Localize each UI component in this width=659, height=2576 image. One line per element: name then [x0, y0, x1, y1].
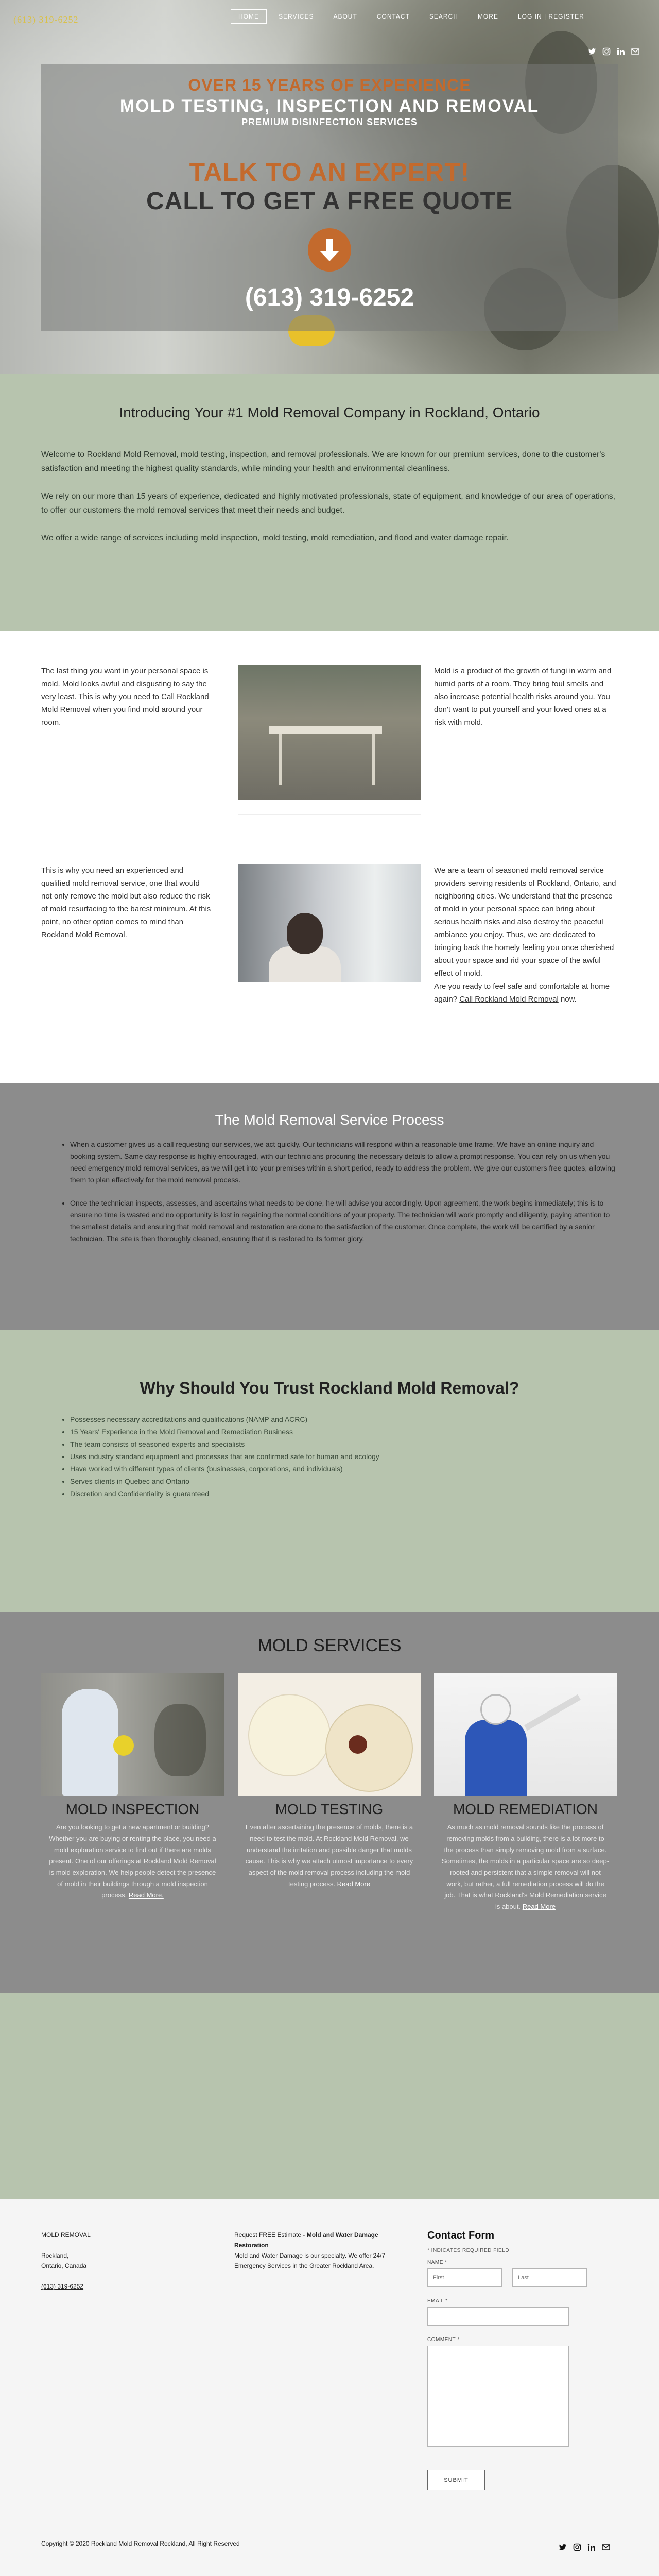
- footer-social: [559, 2543, 610, 2553]
- trust-item: • Discretion and Confidentiality is guaranteed: [70, 1487, 618, 1500]
- hero-experience: OVER 15 YEARS OF EXPERIENCE: [188, 76, 471, 94]
- row1-left-text: [41, 665, 211, 729]
- twitter-icon[interactable]: [588, 47, 596, 56]
- service-title: MOLD REMEDIATION: [453, 1801, 598, 1817]
- row2-right-question: Are you ready to feel safe and comfortable at home again?: [434, 982, 610, 1004]
- row2-right-copy-end: now.: [558, 995, 577, 1004]
- green-spacer: [0, 1993, 659, 2199]
- required-note: * INDICATES REQUIRED FIELD: [427, 2248, 509, 2253]
- petri-dish: [325, 1704, 413, 1792]
- process-item: • When a customer gives us a call requesting our services, we act quickly. Our technicians will respond within a reasonable time frame. We have an online inquiry and booking system. Same day response is highly encouraged, with our technicians procuring the necessary details to allow a prompt response. You can rely on us when you need emergency mold removal services, as we will get into your premises within a short period, ready to address the problem. We give our customers free quotes, allowing them to plan effectively for the mold removal process.: [70, 1139, 618, 1186]
- first-name-field[interactable]: [427, 2268, 502, 2287]
- nav-search[interactable]: SEARCH: [429, 13, 458, 20]
- comment-label: COMMENT *: [427, 2337, 460, 2343]
- worker-shirt: [465, 1720, 527, 1796]
- contact-title: Contact Form: [427, 2230, 494, 2241]
- woman-photo: [238, 864, 421, 982]
- nav-contact[interactable]: CONTACT: [376, 13, 410, 20]
- footer-company-info: [41, 2230, 91, 2292]
- service-title: MOLD INSPECTION: [65, 1801, 200, 1817]
- inspection-photo: [41, 1673, 224, 1796]
- mold-spot: [349, 1735, 367, 1754]
- email-icon[interactable]: [602, 2543, 610, 2553]
- row2-right-text: [434, 864, 619, 1006]
- last-name-field[interactable]: [512, 2268, 587, 2287]
- service-copy: Are you looking to get a new apartment or building? Whether you are buying or renting the place, you need a mold exploration service to find out if there are molds present. One of our offerings at Rockland Mold Removal is mold exploration. We help people detect the presence of mold in their buildings through a mold inspection process.: [49, 1823, 216, 1899]
- intro-paragraph: We offer a wide range of services including mold inspection, mold testing, mold remediation, and flood and water damage repair.: [41, 534, 509, 543]
- remediation-photo: [434, 1673, 617, 1796]
- top-bar: [0, 0, 659, 36]
- petri-dish: [248, 1694, 331, 1776]
- trust-title: Why Should You Trust Rockland Mold Removal?: [140, 1379, 519, 1397]
- submit-button[interactable]: SUBMIT: [427, 2470, 485, 2490]
- footer: [0, 2199, 659, 2576]
- copyright: Copyright © 2020 Rockland Mold Removal Rockland, All Right Reserved: [41, 2540, 240, 2547]
- footer-company: MOLD REMOVAL: [41, 2231, 91, 2239]
- nav-home[interactable]: HOME: [231, 9, 267, 24]
- process-list: [41, 1139, 618, 1245]
- service-copy: As much as mold removal sounds like the process of removing molds from a building, there is a lot more to the process than simply removing mold from a surface. Sometimes, the molds in a particular space are so deep-rooted and persistent that a simple removal will not work, but rather, a full remediation process will do the job. That is what Rockland's Mold Remediation service is about.: [441, 1823, 610, 1910]
- read-more-link[interactable]: Read More: [337, 1880, 370, 1888]
- row2-right-copy: We are a team of seasoned mold removal service providers serving residents of Rockland, Ontario, and neighboring cities. We understand that the presence of mold in your personal space can bring about serious health risks and also destroy the peaceful ambiance you enjoy. Thus, we are dedicated to bringing back the homely feeling you once cherished about your space and rid your space of the awful effect of mold.: [434, 866, 616, 978]
- divider: [238, 814, 421, 815]
- intro-paragraph: We rely on our more than 15 years of experience, dedicated and highly motivated professionals, state of equipment, and knowledge of our area of operations, to offer our customers the mold removal services that meet their needs and budget.: [41, 492, 616, 515]
- trust-item: • Possesses necessary accreditations and qualifications (NAMP and ACRC): [70, 1413, 618, 1426]
- row1-left-copy-end: when you find mold around your room.: [41, 705, 203, 727]
- footer-city: Rockland,: [41, 2252, 69, 2259]
- worker-cap: [480, 1694, 511, 1725]
- table-leg: [372, 734, 375, 785]
- twitter-icon[interactable]: [559, 2543, 567, 2553]
- service-title: MOLD TESTING: [275, 1801, 384, 1817]
- nav-login-register[interactable]: LOG IN | REGISTER: [517, 13, 584, 20]
- service-card-remediation: [434, 1673, 617, 1912]
- table-leg: [279, 734, 282, 785]
- room-photo: [238, 665, 421, 800]
- intro-section: [0, 374, 659, 631]
- email-field[interactable]: [427, 2307, 569, 2326]
- services-section: [0, 1612, 659, 1993]
- footer-region: Ontario, Canada: [41, 2262, 87, 2269]
- nav-more[interactable]: MORE: [477, 13, 498, 20]
- trust-item: • Uses industry standard equipment and processes that are confirmed safe for human and ecology: [70, 1450, 618, 1463]
- process-item: • Once the technician inspects, assesses, and ascertains what needs to be done, he will advise you accordingly. Upon agreement, the work begins immediately; this is to ensure no time is wasted and no opportunity is lost in regaining the normal conditions of your property. The technician will work promptly and diligently, paying attention to the smallest details and ensuring that mold removal and restoration are done to the satisfaction of the customer. Once complete, the work will be certified by a senior technician. The site is then thoroughly cleaned, ensuring that it is restored to its former glory.: [70, 1197, 618, 1245]
- service-text: [41, 1822, 224, 1901]
- main-nav: [231, 9, 592, 24]
- trust-item: • The team consists of seasoned experts and specialists: [70, 1438, 618, 1450]
- hero-phone[interactable]: (613) 319-6252: [245, 284, 414, 311]
- service-card-testing: [238, 1673, 421, 1890]
- comment-field[interactable]: [427, 2346, 569, 2447]
- quote-prefix: Request FREE Estimate -: [234, 2231, 307, 2239]
- hero-section: [0, 0, 659, 374]
- footer-phone-link[interactable]: (613) 319-6252: [41, 2283, 84, 2290]
- about-rows-section: [0, 631, 659, 1083]
- call-rockland-link-2[interactable]: Call Rockland Mold Removal: [459, 995, 559, 1004]
- mold-patch: [154, 1704, 206, 1776]
- process-section: [0, 1083, 659, 1330]
- service-text: [434, 1822, 617, 1912]
- hero-talk-expert: TALK TO AN EXPERT!: [189, 158, 470, 187]
- quote-text: Mold and Water Damage is our specialty. We offer 24/7 Emergency Services in the Greater Rockland Area.: [234, 2252, 386, 2269]
- trust-list: [41, 1413, 618, 1500]
- suit-shape: [62, 1689, 118, 1796]
- testing-photo: [238, 1673, 421, 1796]
- email-icon[interactable]: [631, 47, 639, 56]
- glove-shape: [113, 1735, 134, 1756]
- row1-right-text: Mold is a product of the growth of fungi in warm and humid parts of a room. They bring foul smells and also increase potential health risks around you. You don't want to put yourself and your loved ones at a risk with mold.: [434, 667, 612, 727]
- nav-about[interactable]: ABOUT: [333, 13, 357, 20]
- service-copy: Even after ascertaining the presence of molds, there is a need to test the mold. At Rockland Mold Removal, we understand the irritation and possible danger that molds cause. This is why we attach utmost importance to every aspect of the mold removal process including the mold testing process.: [245, 1823, 413, 1888]
- header-social: [588, 47, 639, 56]
- trust-item: • Serves clients in Quebec and Ontario: [70, 1475, 618, 1487]
- trust-section: [0, 1330, 659, 1612]
- hero-overlay-box: [41, 64, 618, 331]
- service-card-inspection: [41, 1673, 224, 1901]
- trust-item: • Have worked with different types of clients (businesses, corporations, and individuals): [70, 1463, 618, 1475]
- roller-shape: [524, 1694, 581, 1731]
- linkedin-icon[interactable]: [617, 47, 625, 56]
- instagram-icon[interactable]: [602, 47, 611, 56]
- linkedin-icon[interactable]: [587, 2543, 596, 2553]
- services-title: MOLD SERVICES: [257, 1636, 402, 1655]
- contact-form: [427, 2230, 618, 2490]
- process-title: The Mold Removal Service Process: [215, 1112, 444, 1128]
- call-rockland-link[interactable]: Call Rockland Mold Removal: [41, 692, 209, 714]
- read-more-link[interactable]: Read More.: [128, 1891, 164, 1899]
- row2-left-text: This is why you need an experienced and qualified mold removal service, one that would not only remove the mold but also reduce the risk of mold resurfacing to the barest minimum. At this point, no other option comes to mind than Rockland Mold Removal.: [41, 866, 211, 939]
- quote-bold: Mold and Water Damage Restoration: [234, 2231, 378, 2249]
- hero-headline: MOLD TESTING, INSPECTION AND REMOVAL: [119, 96, 540, 116]
- instagram-icon[interactable]: [573, 2543, 581, 2553]
- table-shape: [269, 726, 382, 734]
- nav-services[interactable]: SERVICES: [279, 13, 314, 20]
- email-label: EMAIL *: [427, 2298, 448, 2304]
- name-label: NAME *: [427, 2260, 447, 2265]
- arrow-down-icon[interactable]: [308, 228, 351, 272]
- person-head-shape: [287, 913, 323, 954]
- hero-free-quote: CALL TO GET A FREE QUOTE: [146, 188, 513, 215]
- intro-title: Introducing Your #1 Mold Removal Company in Rockland, Ontario: [119, 404, 540, 420]
- footer-quote-info: [234, 2230, 404, 2271]
- service-text: [238, 1822, 421, 1890]
- header-phone-link[interactable]: (613) 319-6252: [13, 14, 79, 25]
- row1-left-copy: The last thing you want in your personal space is mold. Mold looks awful and disgusting to say the very least. This is why you need to: [41, 667, 209, 701]
- hero-premium-link[interactable]: PREMIUM DISINFECTION SERVICES: [241, 117, 418, 127]
- intro-paragraph: Welcome to Rockland Mold Removal, mold testing, inspection, and removal professionals. We are known for our premium services, done to the customer's satisfaction and meeting the highest quality standards, while minding your health and environmental cleanliness.: [41, 450, 605, 473]
- read-more-link[interactable]: Read More: [522, 1903, 556, 1910]
- trust-item: • 15 Years' Experience in the Mold Removal and Remediation Business: [70, 1426, 618, 1438]
